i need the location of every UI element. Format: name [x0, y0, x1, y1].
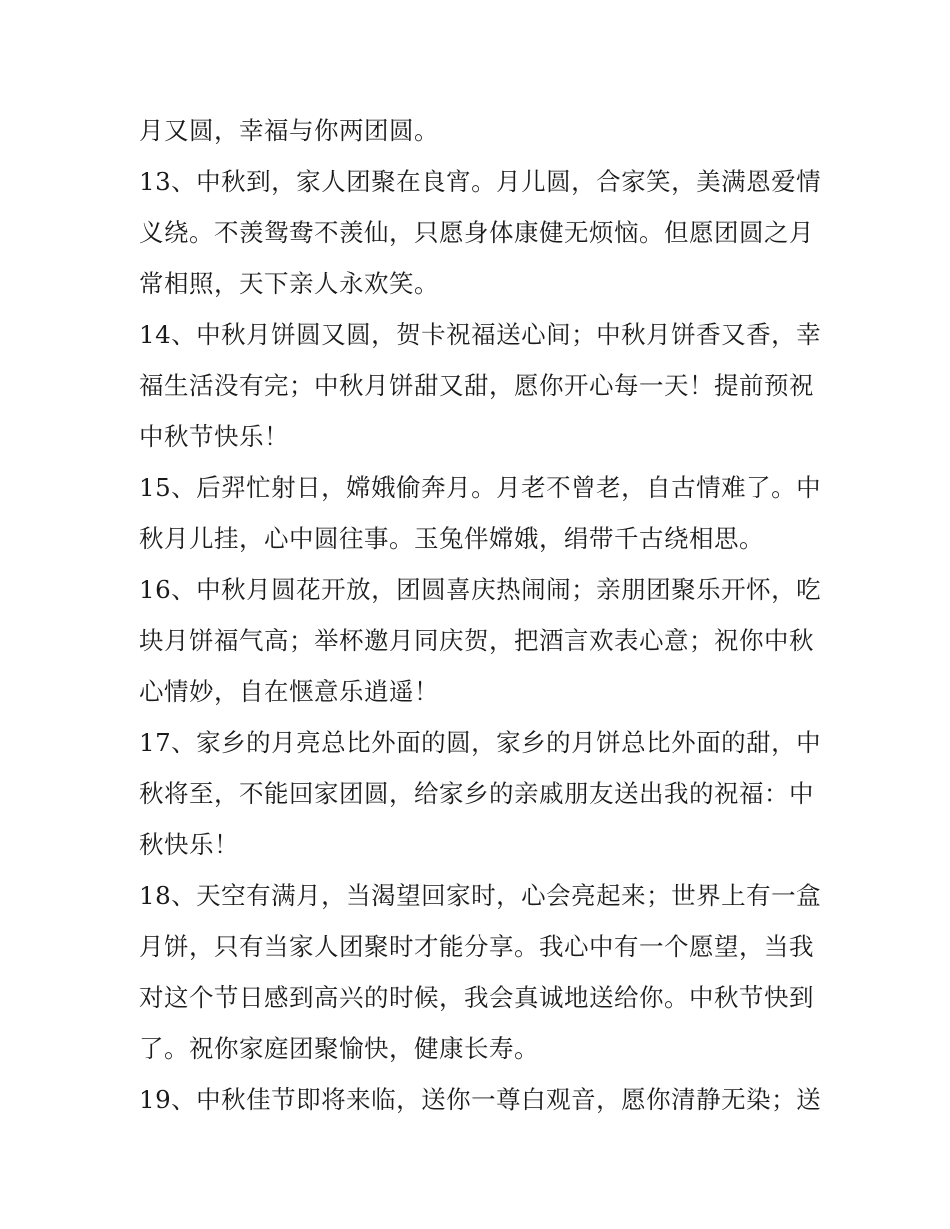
text-line: 18、天空有满月，当渴望回家时，心会亮起来；世界上有一盒 [139, 881, 822, 910]
text-line: 13、中秋到，家人团聚在良宵。月儿圆，合家笑，美满恩爱情 [139, 167, 822, 196]
text-line: 了。祝你家庭团聚愉快，健康长寿。 [139, 1034, 539, 1063]
text-line: 中秋节快乐！ [139, 422, 289, 451]
text-line: 17、家乡的月亮总比外面的圆，家乡的月饼总比外面的甜，中 [139, 728, 822, 757]
text-line: 常相照，天下亲人永欢笑。 [139, 269, 439, 298]
text-line: 秋月儿挂，心中圆往事。玉兔伴嫦娥，绢带千古绕相思。 [139, 524, 764, 553]
text-line: 秋将至，不能回家团圆，给家乡的亲戚朋友送出我的祝福：中 [139, 779, 814, 808]
text-line: 义绕。不羡鸳鸯不羡仙，只愿身体康健无烦恼。但愿团圆之月 [139, 218, 814, 247]
text-line: 块月饼福气高；举杯邀月同庆贺，把酒言欢表心意；祝你中秋 [139, 626, 814, 655]
text-line: 福生活没有完；中秋月饼甜又甜，愿你开心每一天！提前预祝 [139, 371, 814, 400]
text-line: 心情妙，自在惬意乐逍遥！ [139, 677, 439, 706]
text-line: 14、中秋月饼圆又圆，贺卡祝福送心间；中秋月饼香又香，幸 [139, 320, 822, 349]
text-line: 秋快乐！ [139, 830, 239, 859]
text-line: 15、后羿忙射日，嫦娥偷奔月。月老不曾老，自古情难了。中 [139, 473, 822, 502]
text-line: 月又圆，幸福与你两团圆。 [139, 116, 439, 145]
text-line: 16、中秋月圆花开放，团圆喜庆热闹闹；亲朋团聚乐开怀，吃 [139, 575, 822, 604]
text-line: 对这个节日感到高兴的时候，我会真诚地送给你。中秋节快到 [139, 983, 814, 1012]
body-text [139, 105, 822, 1125]
text-line: 月饼，只有当家人团聚时才能分享。我心中有一个愿望，当我 [139, 932, 814, 961]
text-line: 19、中秋佳节即将来临，送你一尊白观音，愿你清静无染；送 [139, 1085, 822, 1114]
